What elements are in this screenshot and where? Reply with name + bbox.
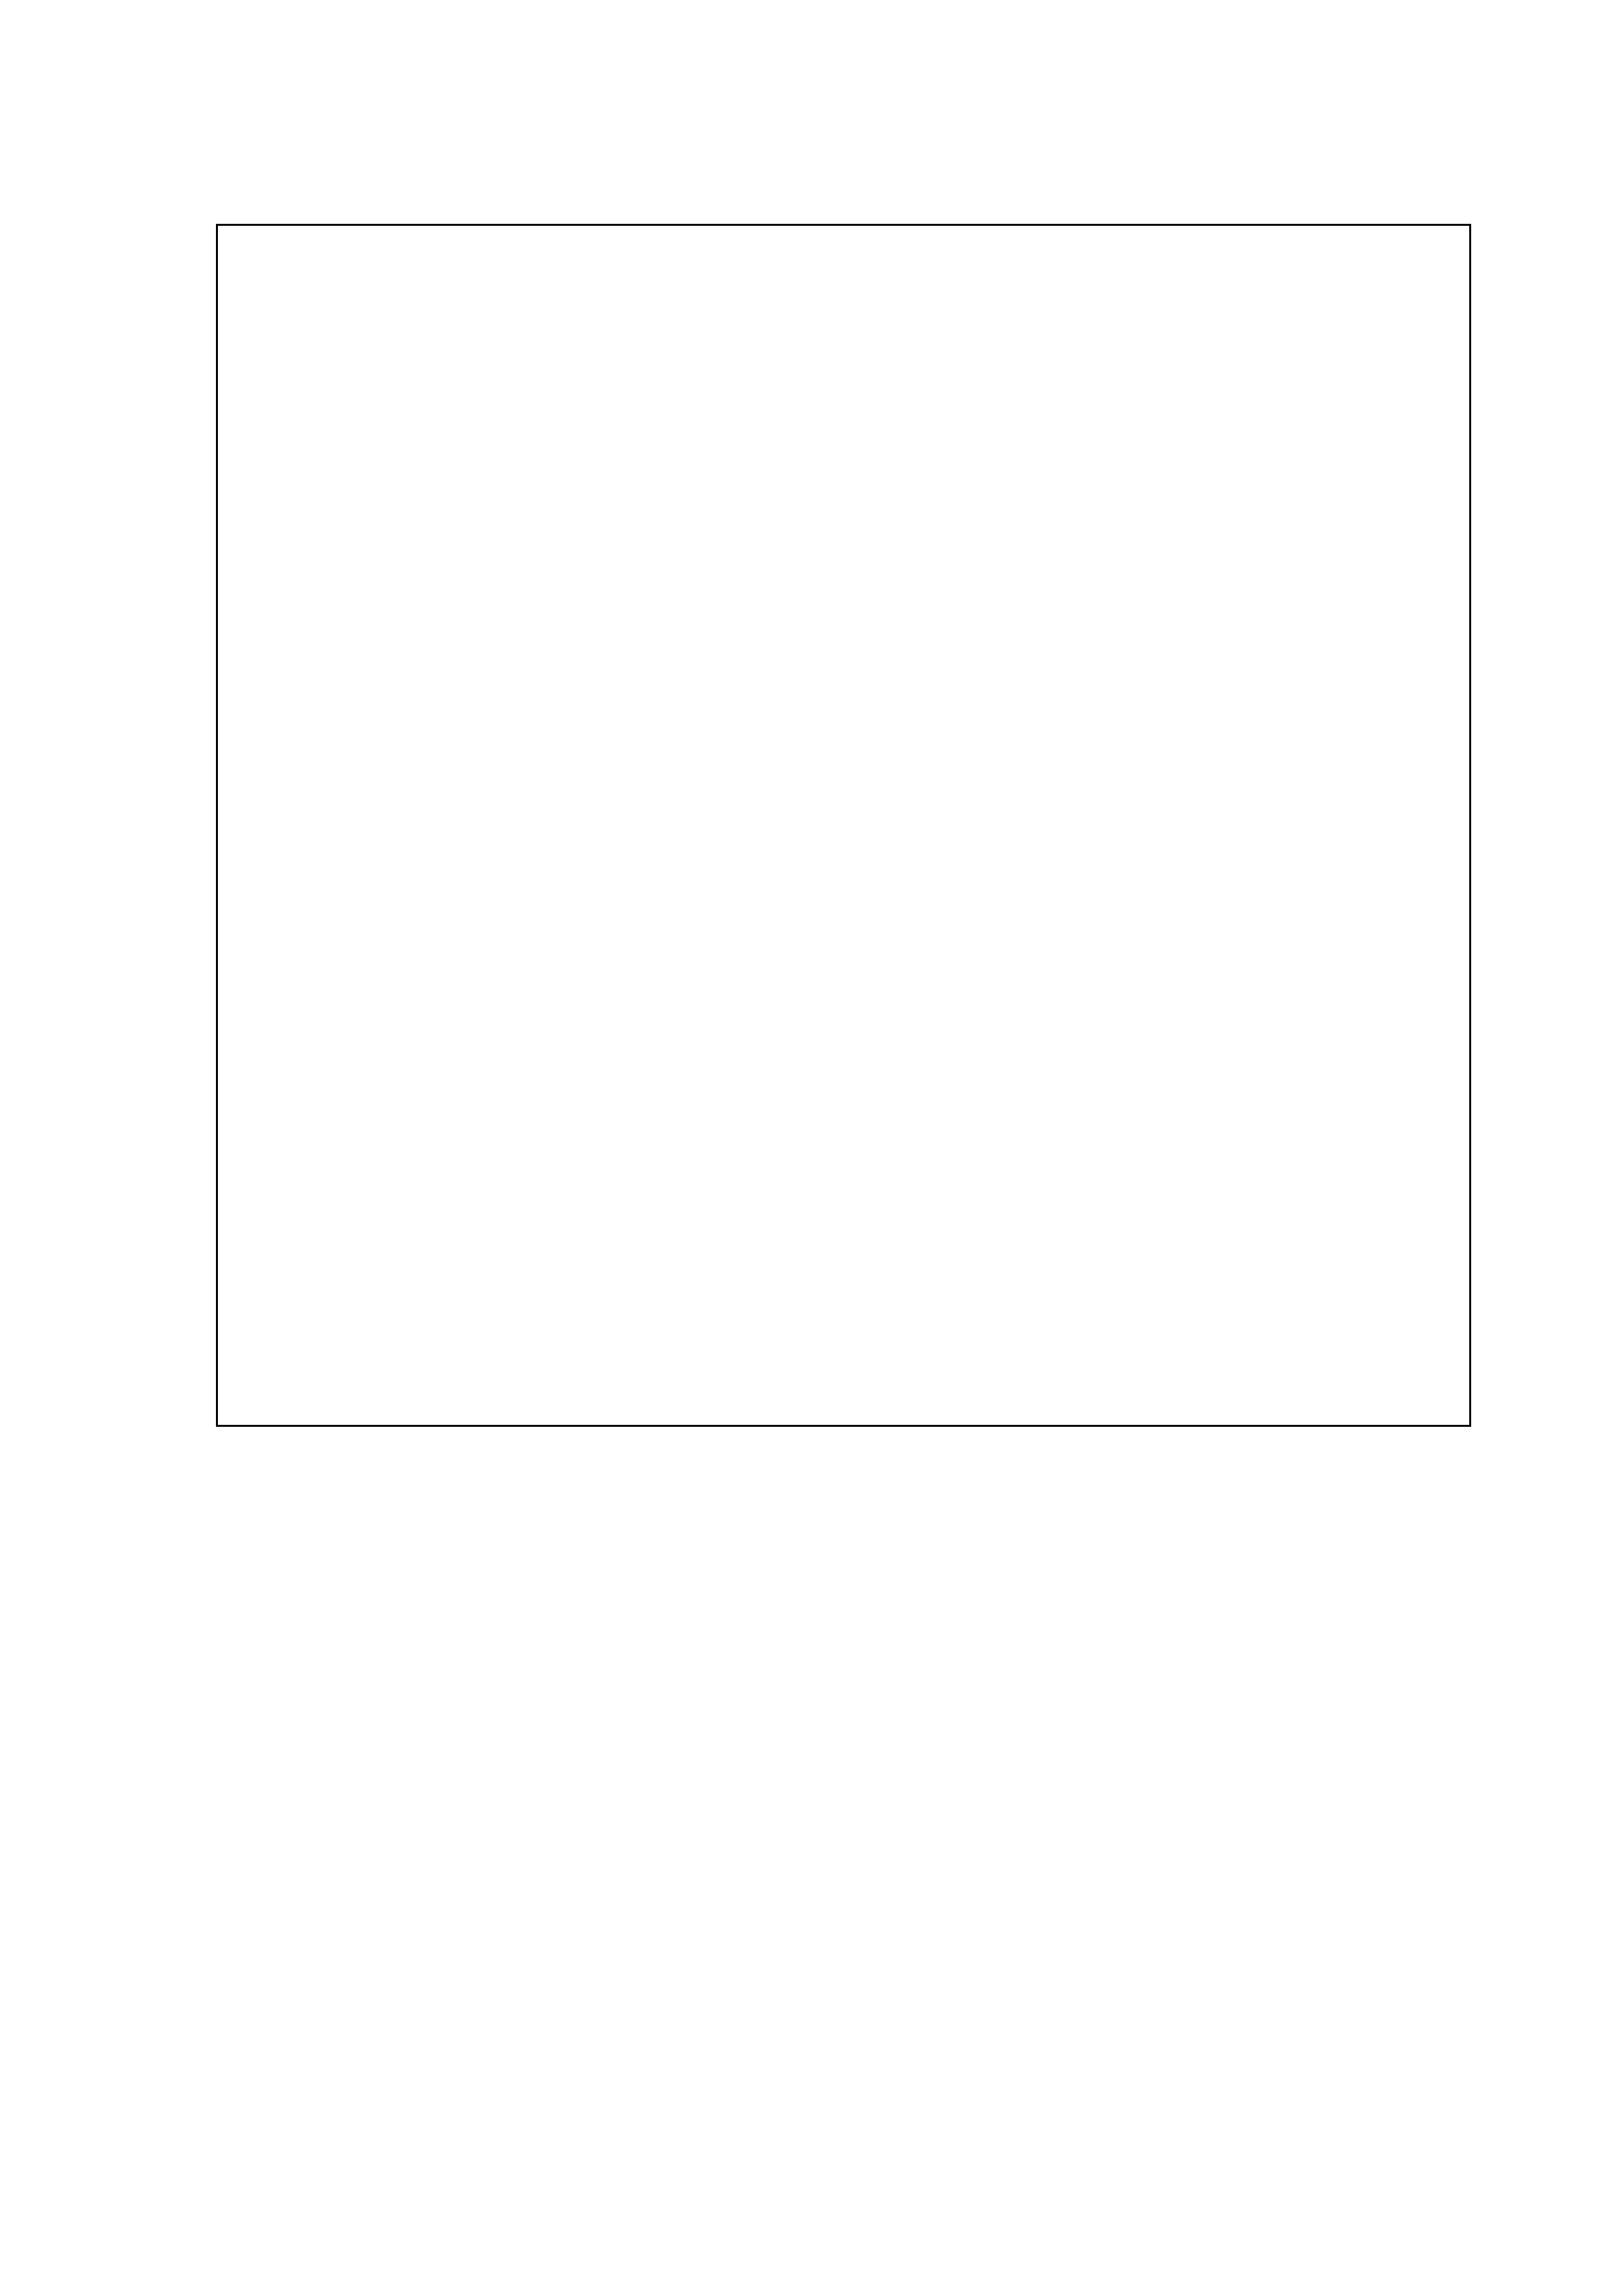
table-frame <box>216 224 1471 1427</box>
